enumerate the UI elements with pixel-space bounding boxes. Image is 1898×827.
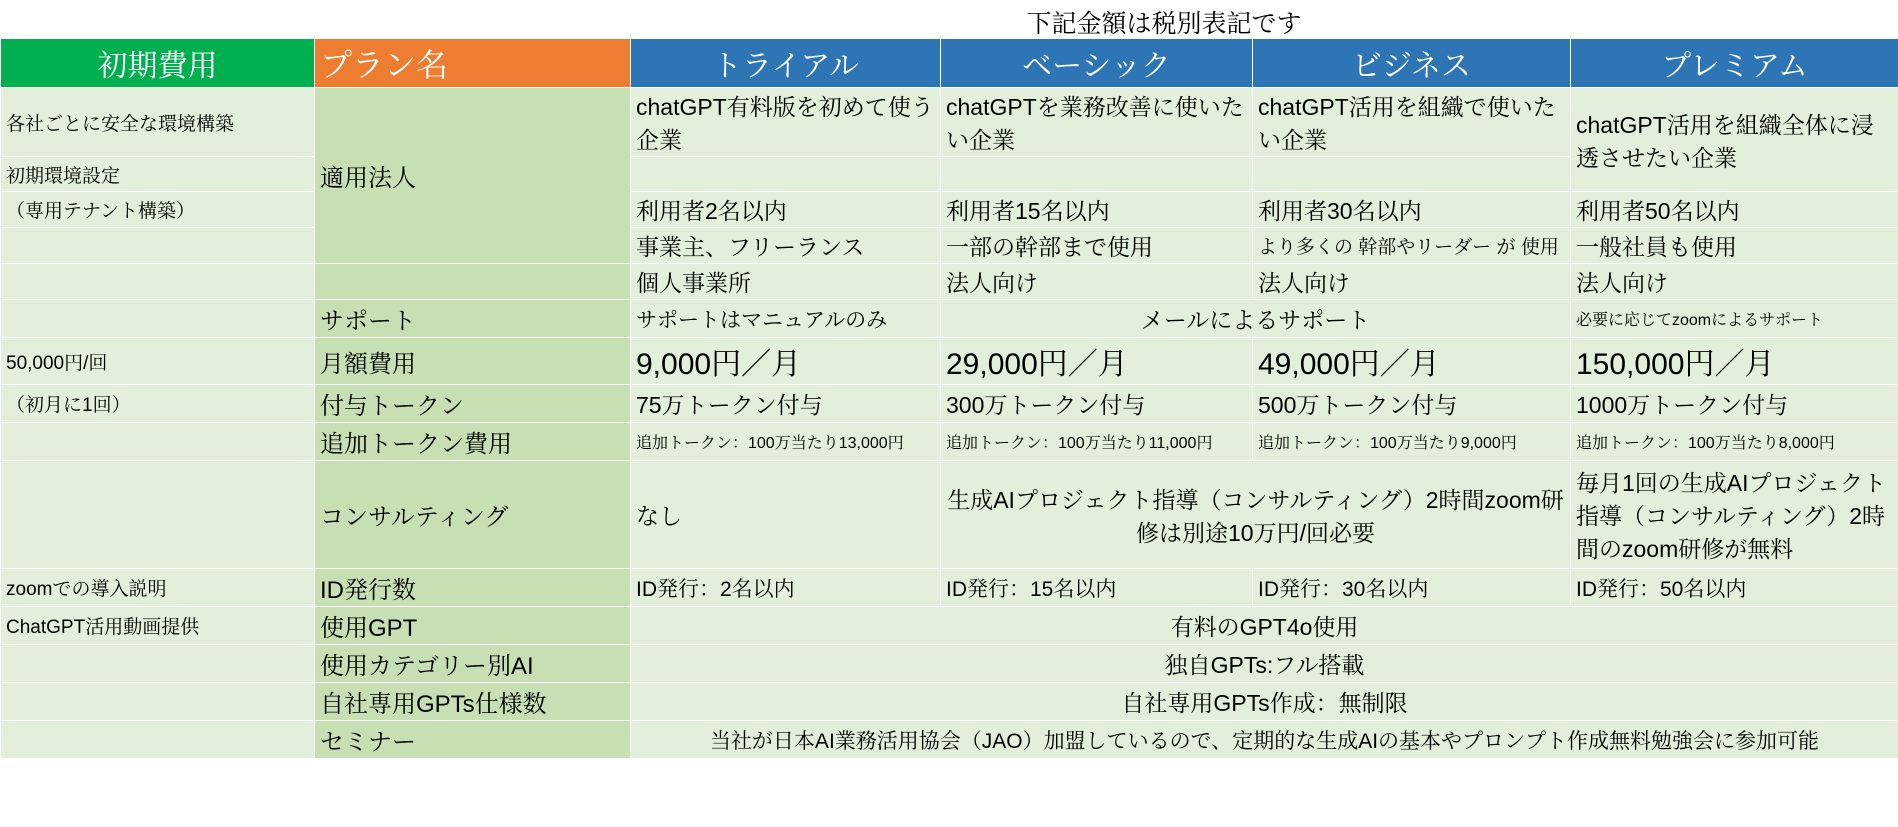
token-trial: 75万トークン付与 [631,385,941,423]
table-row [1,423,1898,461]
row-label-entity [315,264,631,300]
token-basic: 300万トークン付与 [941,385,1253,423]
users-trial: 利用者2名以内 [631,192,941,228]
filler-basic [941,157,1253,192]
filler-business [1253,157,1571,192]
initial-cost-item: 50,000円/回 [1,338,315,385]
extra-token-premium: 追加トークン：100万当たり8,000円 [1571,423,1898,461]
entity-trial: 個人事業所 [631,264,941,300]
table-row [1,192,1898,228]
row-label-monthly-fee: 月額費用 [315,338,631,385]
initial-cost-item [1,721,315,759]
target-desc-trial: chatGPT有料版を初めて使う企業 [631,88,941,157]
consulting-trial: なし [631,461,941,569]
initial-cost-item: 各社ごとに安全な環境構築 [1,88,315,157]
extra-token-basic: 追加トークン：100万当たり11,000円 [941,423,1253,461]
initial-cost-item [1,300,315,338]
table-header-row [1,39,1898,88]
header-plan-name: プラン名 [315,39,631,88]
header-initial-cost: 初期費用 [1,39,315,88]
support-trial: サポートはマニュアルのみ [631,300,941,338]
initial-cost-item [1,683,315,721]
row-label-gpt-used: 使用GPT [315,607,631,645]
support-premium: 必要に応じてzoomによるサポート [1571,300,1898,338]
row-label-target-company: 適用法人 [315,88,631,264]
table-row [1,721,1898,759]
consulting-middle: 生成AIプロジェクト指導（コンサルティング）2時間zoom研修は別途10万円/回必要 [941,461,1571,569]
row-label-support: サポート [315,300,631,338]
table-row [1,607,1898,645]
header-plan-premium: プレミアム [1571,39,1898,88]
support-middle: メールによるサポート [941,300,1571,338]
id-issue-trial: ID発行：2名以内 [631,569,941,607]
consulting-premium: 毎月1回の生成AIプロジェクト指導（コンサルティング）2時間のzoom研修が無料 [1571,461,1898,569]
extra-token-trial: 追加トークン：100万当たり13,000円 [631,423,941,461]
users-business: 利用者30名以内 [1253,192,1571,228]
monthly-trial: 9,000円／月 [631,338,941,385]
header-plan-trial: トライアル [631,39,941,88]
plan-comparison-table [0,38,1898,759]
row-label-consulting: コンサルティング [315,461,631,569]
extra-token-business: 追加トークン：100万当たり9,000円 [1253,423,1571,461]
initial-cost-item: ChatGPT活用動画提供 [1,607,315,645]
id-issue-business: ID発行：30名以内 [1253,569,1571,607]
tax-note: 下記金額は税別表記です [1026,10,1302,38]
row-label-category-ai: 使用カテゴリー別AI [315,645,631,683]
id-issue-basic: ID発行：15名以内 [941,569,1253,607]
monthly-business: 49,000円／月 [1253,338,1571,385]
scope-basic: 一部の幹部まで使用 [941,228,1253,264]
target-desc-business: chatGPT活用を組織で使いたい企業 [1253,88,1571,157]
monthly-premium: 150,000円／月 [1571,338,1898,385]
table-row [1,683,1898,721]
entity-basic: 法人向け [941,264,1253,300]
users-basic: 利用者15名以内 [941,192,1253,228]
entity-business: 法人向け [1253,264,1571,300]
initial-cost-item: 初期環境設定 [1,157,315,192]
initial-cost-item [1,423,315,461]
row-label-seminar: セミナー [315,721,631,759]
scope-business: より多くの 幹部やリーダー が 使用 [1253,228,1571,264]
table-row [1,264,1898,300]
initial-cost-item: （初月に1回） [1,385,315,423]
table-row [1,228,1898,264]
token-premium: 1000万トークン付与 [1571,385,1898,423]
header-plan-business: ビジネス [1253,39,1571,88]
target-desc-premium: chatGPT活用を組織全体に浸透させたい企業 [1571,88,1898,192]
seminar-value: 当社が日本AI業務活用協会（JAO）加盟しているので、定期的な生成AIの基本やプロンプト作成無料勉強会に参加可能 [631,721,1898,759]
initial-cost-item [1,461,315,569]
initial-cost-item [1,228,315,264]
row-label-id-issue: ID発行数 [315,569,631,607]
table-row [1,338,1898,385]
initial-cost-item: （専用テナント構築） [1,192,315,228]
row-label-extra-token: 追加トークン費用 [315,423,631,461]
table-row [1,385,1898,423]
table-row [1,300,1898,338]
initial-cost-item [1,645,315,683]
users-premium: 利用者50名以内 [1571,192,1898,228]
filler-trial [631,157,941,192]
table-row [1,88,1898,157]
category-ai-value: 独自GPTs:フル搭載 [631,645,1898,683]
initial-cost-item [1,264,315,300]
target-desc-basic: chatGPTを業務改善に使いたい企業 [941,88,1253,157]
monthly-basic: 29,000円／月 [941,338,1253,385]
gpt-used-value: 有料のGPT4o使用 [631,607,1898,645]
table-row [1,569,1898,607]
scope-premium: 一般社員も使用 [1571,228,1898,264]
row-label-own-gpts: 自社専用GPTs仕様数 [315,683,631,721]
id-issue-premium: ID発行：50名以内 [1571,569,1898,607]
own-gpts-value: 自社専用GPTs作成：無制限 [631,683,1898,721]
scope-trial: 事業主、フリーランス [631,228,941,264]
entity-premium: 法人向け [1571,264,1898,300]
token-business: 500万トークン付与 [1253,385,1571,423]
table-row [1,461,1898,569]
table-row [1,645,1898,683]
row-label-token: 付与トークン [315,385,631,423]
initial-cost-item: zoomでの導入説明 [1,569,315,607]
header-plan-basic: ベーシック [941,39,1253,88]
